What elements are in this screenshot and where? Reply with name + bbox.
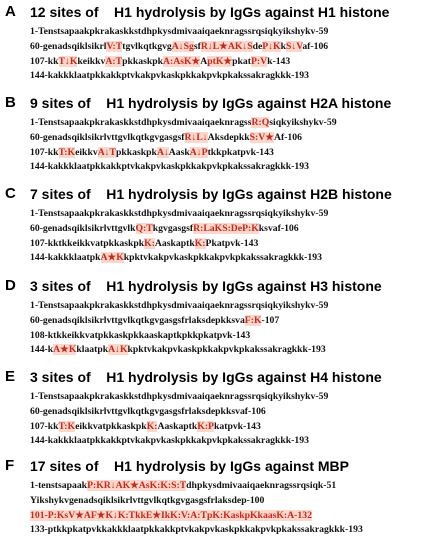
- sequence-line: [30, 494, 434, 509]
- sequence-line: [30, 69, 434, 84]
- sequence-text: 1-Tenstsapaakpkrakaskkstdhpkysdmivaaiqaeknragssrqsiqkyikshykv-59: [30, 391, 329, 402]
- sequence-text: pkat: [232, 55, 251, 67]
- sequence-line: [30, 116, 434, 131]
- sequence-text: Aaskaptk: [154, 237, 195, 249]
- sequence-text: siqkyikshykv-59: [269, 117, 337, 128]
- sequence-line: [30, 434, 434, 449]
- sequence-line: [30, 329, 434, 344]
- cleavage-site: S↓V: [285, 40, 303, 52]
- cleavage-site: A↓T: [97, 146, 116, 158]
- sequence-line: [30, 299, 434, 314]
- sequence-text: k: [280, 40, 286, 52]
- sequence-text: klaatpk: [76, 344, 109, 356]
- cleavage-site: R↓L↓: [184, 131, 208, 143]
- sequence-text: 107-kk: [30, 420, 59, 432]
- cleavage-site: R:LaK: [193, 222, 223, 234]
- sequence-text: kpktvkakpvkaskpkkakpvkpkakssakragkkk-193: [123, 252, 322, 264]
- panel-letter: F: [5, 457, 15, 474]
- sequence-text: 60-genadsqiklsikrlvttgvlk: [30, 222, 136, 234]
- sequence-text: tgvlkqtkgvg: [122, 40, 172, 52]
- sequence-text: 144-k: [30, 344, 54, 356]
- sequence-line: [30, 314, 434, 329]
- sequence-text: 144-kakkklaatpkkakkptvkakpvkaskpkkakpvkpkakssakragkkk-193: [30, 161, 309, 173]
- sequence-line: [30, 479, 434, 494]
- sequence-text: 107-kk: [30, 146, 59, 158]
- panel-letter: B: [5, 94, 16, 111]
- panel-title: 9 sites of H1 hydrolysis by IgGs against H2A histone: [30, 95, 392, 111]
- sequence-line: [30, 25, 434, 40]
- sequence-block: [30, 25, 434, 84]
- sequence-text: pkkaskpk: [116, 146, 157, 158]
- sequence-text: af-106: [302, 40, 329, 52]
- sequence-block: [30, 207, 434, 266]
- cleavage-site: V:T: [106, 40, 123, 52]
- panel-title: 7 sites of H1 hydrolysis by IgGs against H2B histone: [30, 186, 392, 202]
- sequence-text: 1-Tenstsapaakpkrakaskkstdhpkysdmivaaiqaeknragssrqsiqkyikshykv-59: [30, 26, 329, 37]
- cleavage-site: A↓: [156, 146, 169, 158]
- sequence-text: k-143: [267, 55, 291, 67]
- sequence-line: [30, 222, 434, 237]
- sequence-text: Aask: [168, 146, 190, 158]
- sequence-line: [30, 343, 434, 358]
- sequence-block: [30, 116, 434, 175]
- sequence-line: [30, 207, 434, 222]
- cleavage-site: A:T: [105, 55, 123, 67]
- sequence-text: Aksdepkk: [207, 131, 250, 143]
- sequence-text: 1-Tenstsapaakpkrakaskkstdhpkysdmivaaiqaeknragssrqsiqkyikshykv-59: [30, 208, 329, 219]
- sequence-text: -107: [261, 314, 280, 326]
- cleavage-site: P:KR↓AK★AsK:K:S:T: [87, 480, 187, 491]
- cleavage-site: R:Q: [251, 117, 270, 128]
- cleavage-site: A★K: [53, 344, 77, 356]
- cleavage-site: T:K: [58, 146, 76, 158]
- cleavage-site: S:V★: [249, 131, 274, 143]
- sequence-text: katpvk-143: [213, 420, 261, 432]
- cleavage-site: P↓K: [262, 40, 281, 52]
- sequence-text: 1-Tenstsapaakpkrakaskkstdhpkysdmivaaiqaeknragssrqsiqkyikshykv-59: [30, 300, 329, 311]
- panel-title: 3 sites of H1 hydrolysis by IgGs against H3 histone: [30, 278, 382, 294]
- sequence-text: dhpkysdmivaaiqaeknragssrqsiqk-51: [186, 480, 337, 491]
- cleavage-site: K:: [194, 237, 206, 249]
- sequence-text: keikkv: [77, 55, 106, 67]
- sequence-text: kpktvkakpvkaskpkkakpvkpkakssakragkkk-193: [127, 344, 326, 356]
- cleavage-site: F:K: [244, 314, 262, 326]
- cleavage-site: A★K: [100, 252, 124, 264]
- cleavage-site: T↓K: [58, 55, 78, 67]
- panel-letter: D: [5, 277, 16, 294]
- sequence-line: [30, 405, 434, 420]
- sequence-text: ksvaf-106: [258, 222, 299, 234]
- sequence-line: [30, 160, 434, 175]
- cleavage-site: K:: [144, 237, 155, 249]
- sequence-text: Af-106: [273, 131, 302, 143]
- cleavage-site: K:: [146, 420, 158, 432]
- sequence-text: 1-tenstsapaak: [30, 480, 88, 491]
- sequence-text: eikkv: [75, 146, 98, 158]
- cleavage-site: A↓K: [108, 344, 128, 356]
- sequence-text: Pkatpvk-143: [205, 237, 259, 249]
- cleavage-site: ptK★: [207, 55, 233, 67]
- sequence-text: 60-genadsqiklsikrl: [30, 40, 107, 52]
- panel-title: 12 sites of H1 hydrolysis by IgGs against H1 histone: [30, 4, 390, 20]
- cleavage-site: A↓Sg: [171, 40, 194, 52]
- sequence-line: [30, 40, 434, 55]
- sequence-text: Aaskaptk: [157, 420, 198, 432]
- cleavage-site: A↓P: [189, 146, 208, 158]
- cleavage-site: Q:T: [135, 222, 153, 234]
- sequence-text: pkkaskpk: [122, 55, 164, 67]
- cleavage-site: R↓L★AK↓S: [200, 40, 253, 52]
- sequence-text: A: [200, 55, 208, 67]
- sequence-text: 60-genadsqiklsikrlvttgvlkqtkgvgasgsfrlaksdepkksva: [30, 314, 245, 326]
- cleavage-site: K:P: [197, 420, 214, 432]
- panel-letter: E: [5, 368, 16, 385]
- cleavage-site: 101-P:KsV★AF★K↓K:TkkE★IkK:V:A:TpK:KaskpKkaasK:A-132: [30, 509, 312, 521]
- sequence-text: 144-kakkklaatpk: [30, 252, 101, 264]
- sequence-text: kgvgasgsf: [152, 222, 194, 234]
- sequence-text: 60-genadsqiklsikrlvttgvlkqtkgvgasgsfrlaksdepkksvaf-106: [30, 405, 266, 417]
- sequence-text: sf: [193, 40, 201, 52]
- cleavage-site: P:V: [250, 55, 268, 67]
- sequence-text: 133-ptkkpkatpvkkakkklaatpkkakkptvkakpvkaskpkkakpvkpkakssakragkkk-193: [30, 524, 363, 536]
- sequence-text: 107-kk: [30, 55, 59, 67]
- sequence-line: [30, 509, 434, 524]
- panel-letter: A: [5, 3, 16, 20]
- sequence-line: [30, 237, 434, 252]
- sequence-text: 60-genadsqiklsikrlvttgvlkqtkgvgasgsf: [30, 131, 185, 143]
- sequence-text: Yikshykvgenadsqiklsikrlvttgvlkqtkgvgasgsfrlaksdep-100: [30, 494, 265, 506]
- sequence-line: [30, 251, 434, 266]
- sequence-block: [30, 479, 434, 538]
- sequence-text: 144-kakkklaatpkkakkptvkakpvkaskpkkakpvkpkakssakragkkk-193: [30, 435, 309, 447]
- sequence-block: [30, 299, 434, 358]
- cleavage-site: T:K: [58, 420, 76, 432]
- panel-title: 17 sites of H1 hydrolysis by IgGs against MBP: [30, 458, 349, 474]
- sequence-line: [30, 523, 434, 538]
- sequence-line: [30, 131, 434, 146]
- sequence-text: 108-ktkkeikkvatpkkaskpkkaaskaptkpkkpkatpvk-143: [30, 329, 251, 341]
- panel-letter: C: [5, 185, 16, 202]
- panel-title: 3 sites of H1 hydrolysis by IgGs against H4 histone: [30, 369, 382, 385]
- sequence-block: [30, 390, 434, 449]
- sequence-line: [30, 55, 434, 70]
- sequence-text: eikkvatpkkaskpk: [75, 420, 147, 432]
- sequence-line: [30, 390, 434, 405]
- sequence-text: 1-Tenstsapaakpkrakaskkstdhpkysdmivaaiqaeknragss: [30, 117, 252, 128]
- sequence-line: [30, 146, 434, 161]
- sequence-text: tkkpkatpvk-143: [207, 146, 274, 158]
- sequence-text: de: [252, 40, 263, 52]
- cleavage-site: S:DeP:K: [222, 222, 259, 234]
- sequence-text: 144-kakkklaatpkkakkptvkakpvkaskpkkakpvkpkakssakragkkk-193: [30, 70, 309, 82]
- cleavage-site: A:AsK★: [163, 55, 201, 67]
- sequence-line: [30, 420, 434, 435]
- sequence-text: 107-kktkkeikkvatpkkaskpk: [30, 237, 145, 249]
